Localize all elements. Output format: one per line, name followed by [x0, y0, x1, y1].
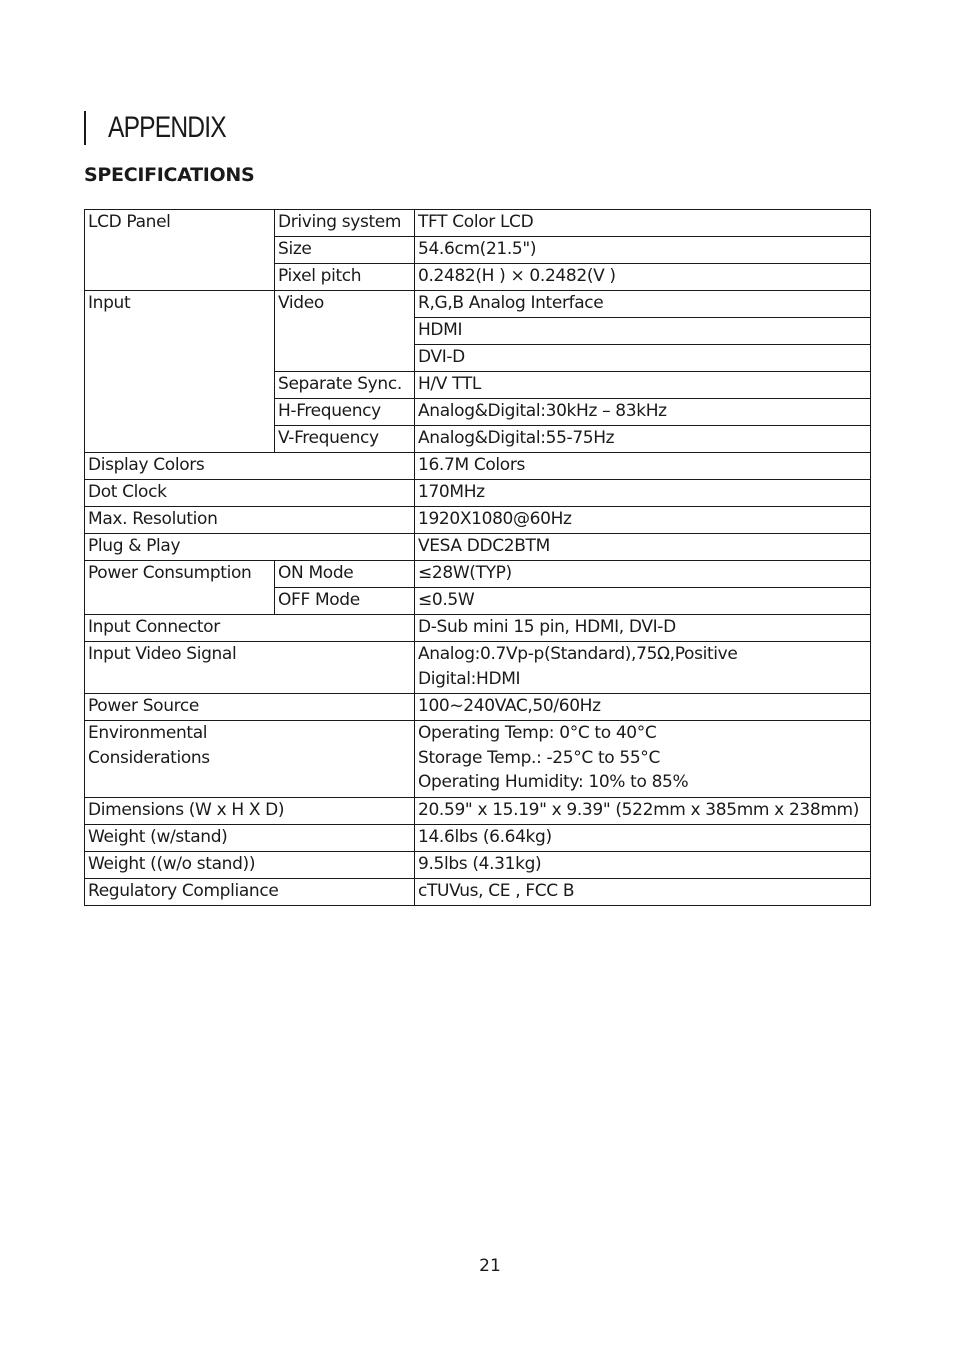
table-row: [85, 507, 871, 534]
spec-label-weight-stand: Weight (w/stand): [85, 824, 415, 851]
spec-label-driving-system: Driving system: [275, 210, 415, 237]
table-row: [85, 797, 871, 824]
spec-value-h-frequency: Analog&Digital:30kHz – 83kHz: [415, 399, 871, 426]
spec-value-pixel-pitch: 0.2482(H ) × 0.2482(V ): [415, 264, 871, 291]
table-row: [85, 534, 871, 561]
spec-value-dimensions: 20.59" x 15.19" x 9.39" (522mm x 385mm x 238mm): [415, 797, 871, 824]
spec-label-display-colors: Display Colors: [85, 453, 415, 480]
spec-value-line: Digital:HDMI: [418, 668, 521, 689]
spec-value-on-mode: ≤28W(TYP): [415, 561, 871, 588]
table-row: [85, 824, 871, 851]
spec-label-line: Considerations: [88, 747, 210, 768]
page-header: [84, 108, 252, 148]
spec-label-plug-play: Plug & Play: [85, 534, 415, 561]
spec-label-line: Environmental: [88, 723, 208, 743]
spec-value-regulatory: cTUVus, CE , FCC B: [415, 878, 871, 905]
spec-value-line: Operating Temp: 0°C to 40°C: [418, 723, 657, 743]
spec-label-input-video-signal: Input Video Signal: [85, 642, 415, 694]
spec-label-video: Video: [275, 291, 415, 372]
spec-value-environmental: [415, 721, 871, 798]
spec-label-dot-clock: Dot Clock: [85, 480, 415, 507]
spec-label-input-connector: Input Connector: [85, 615, 415, 642]
spec-category-lcd-panel: LCD Panel: [85, 210, 275, 291]
table-row: [85, 878, 871, 905]
spec-label-separate-sync: Separate Sync.: [275, 372, 415, 399]
spec-value-input-video-signal: [415, 642, 871, 694]
spec-label-max-resolution: Max. Resolution: [85, 507, 415, 534]
spec-label-on-mode: ON Mode: [275, 561, 415, 588]
page-number: 21: [479, 1256, 501, 1276]
spec-value-video-hdmi: HDMI: [415, 318, 871, 345]
spec-value-video-dvi: DVI-D: [415, 345, 871, 372]
spec-value-video-analog: R,G,B Analog Interface: [415, 291, 871, 318]
spec-label-dimensions: Dimensions (W x H X D): [85, 797, 415, 824]
section-title: SPECIFICATIONS: [84, 164, 255, 186]
table-row: [85, 615, 871, 642]
spec-value-display-colors: 16.7M Colors: [415, 453, 871, 480]
spec-value-driving-system: TFT Color LCD: [415, 210, 871, 237]
table-row: [85, 721, 871, 798]
spec-label-power-source: Power Source: [85, 694, 415, 721]
spec-category-input: Input: [85, 291, 275, 453]
spec-label-h-frequency: H-Frequency: [275, 399, 415, 426]
spec-label-size: Size: [275, 237, 415, 264]
spec-category-power-consumption: Power Consumption: [85, 561, 275, 615]
spec-value-off-mode: ≤0.5W: [415, 588, 871, 615]
spec-value-weight-no-stand: 9.5lbs (4.31kg): [415, 851, 871, 878]
spec-value-line: Analog:0.7Vp-p(Standard),75Ω,Positive: [418, 644, 738, 664]
table-row: [85, 210, 871, 237]
table-row: [85, 694, 871, 721]
spec-value-line: Operating Humidity: 10% to 85%: [418, 772, 689, 792]
table-row: [85, 642, 871, 694]
page-title: APPENDIX: [108, 111, 226, 144]
spec-value-separate-sync: H/V TTL: [415, 372, 871, 399]
spec-value-plug-play: VESA DDC2BTM: [415, 534, 871, 561]
spec-label-pixel-pitch: Pixel pitch: [275, 264, 415, 291]
spec-value-weight-stand: 14.6lbs (6.64kg): [415, 824, 871, 851]
table-row: [85, 291, 871, 318]
spec-value-line: Storage Temp.: -25°C to 55°C: [418, 747, 660, 768]
table-row: [85, 561, 871, 588]
table-row: [85, 480, 871, 507]
spec-value-v-frequency: Analog&Digital:55-75Hz: [415, 426, 871, 453]
spec-value-size: 54.6cm(21.5"): [415, 237, 871, 264]
spec-value-input-connector: D-Sub mini 15 pin, HDMI, DVI-D: [415, 615, 871, 642]
spec-label-v-frequency: V-Frequency: [275, 426, 415, 453]
spec-label-off-mode: OFF Mode: [275, 588, 415, 615]
spec-value-power-source: 100~240VAC,50/60Hz: [415, 694, 871, 721]
spec-value-max-resolution: 1920X1080@60Hz: [415, 507, 871, 534]
table-row: [85, 851, 871, 878]
spec-value-dot-clock: 170MHz: [415, 480, 871, 507]
header-divider: [84, 111, 86, 145]
specifications-table: [84, 209, 871, 906]
spec-label-weight-no-stand: Weight ((w/o stand)): [85, 851, 415, 878]
spec-label-regulatory: Regulatory Compliance: [85, 878, 415, 905]
spec-label-environmental: [85, 721, 415, 798]
table-row: [85, 453, 871, 480]
